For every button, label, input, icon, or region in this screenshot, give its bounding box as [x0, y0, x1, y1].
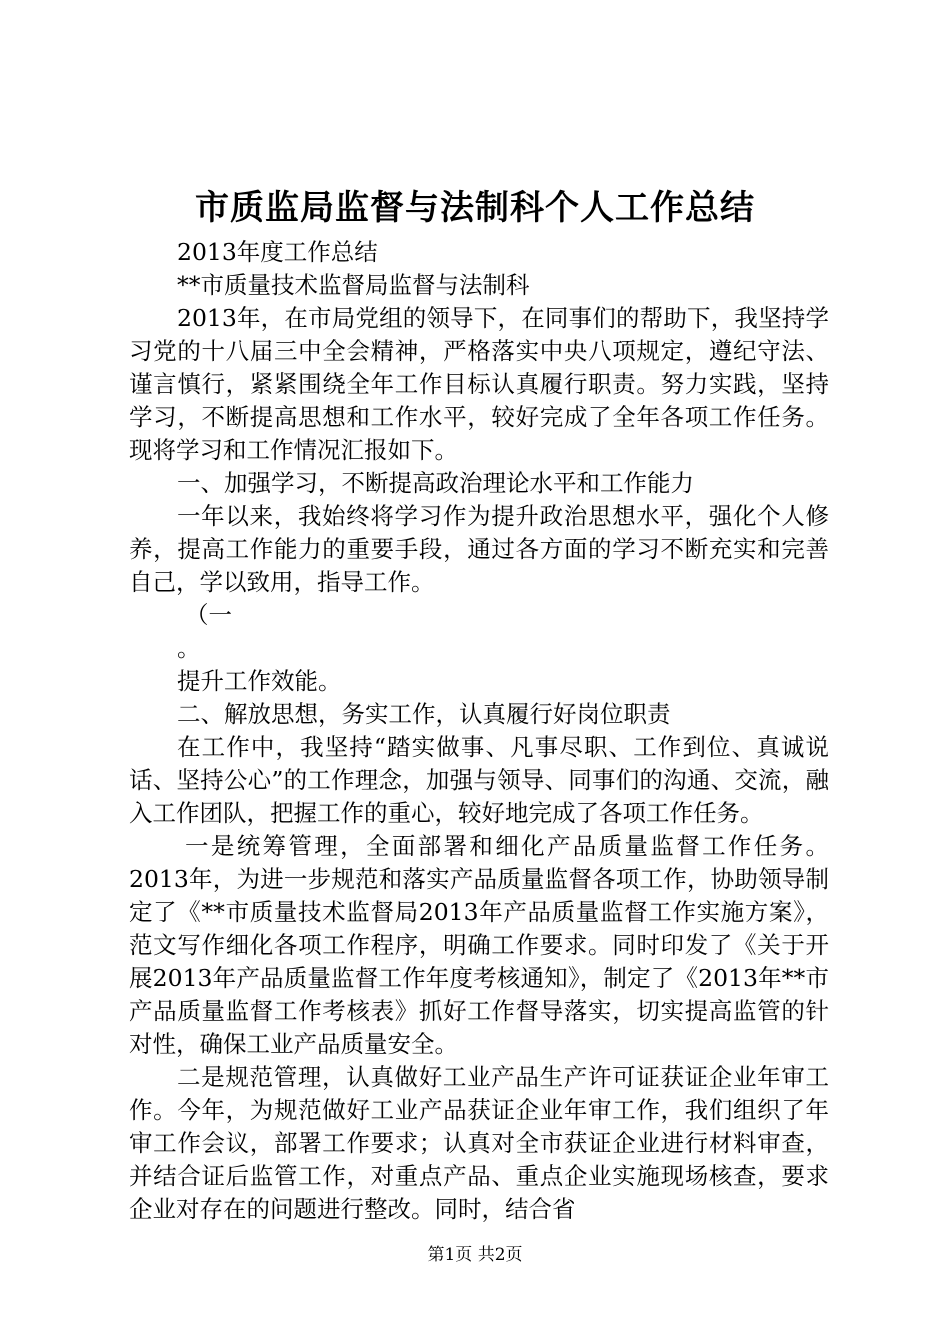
paragraph: 。 [177, 634, 201, 662]
page-number-footer: 第1页 共2页 [427, 1245, 523, 1265]
paragraph: 一年以来，我始终将学习作为提升政治思想水平，强化个人修养，提高工作能力的重要手段，通过各方面的学习不断充实和完善自己，学以致用，指导工作。 [129, 502, 829, 596]
section-heading: 二、解放思想，务实工作，认真履行好岗位职责 [177, 700, 671, 728]
paragraph: 2013年，在市局党组的领导下，在同事们的帮助下，我坚持学习党的十八届三中全会精神，严格落实中央八项规定，遵纪守法、谨言慎行，紧紧围绕全年工作目标认真履行职责。努力实践，坚持学习，不断提高思想和工作水平，较好完成了全年各项工作任务。现将学习和工作情况汇报如下。 [129, 304, 829, 464]
paragraph: 在工作中，我坚持“踏实做事、凡事尽职、工作到位、真诚说话、坚持公心”的工作理念，加强与领导、同事们的沟通、交流，融入工作团队，把握工作的重心，较好地完成了各项工作任务。 [129, 733, 829, 827]
document-title: 市质监局监督与法制科个人工作总结 [195, 188, 755, 228]
section-heading: 一、加强学习，不断提高政治理论水平和工作能力 [177, 469, 694, 497]
paragraph: 2013年度工作总结 [177, 238, 378, 266]
paragraph: （一 [185, 601, 232, 629]
paragraph: 一是统筹管理，全面部署和细化产品质量监督工作任务。2013年，为进一步规范和落实产品质量监督各项工作，协助领导制定了《**市质量技术监督局2013年产品质量监督工作实施方案》，范文写作细化各项工作程序，明确工作要求。同时印发了《关于开展2013年产品质量监督工作年度考核通知》，制定了《2013年**市产品质量监督工作考核表》抓好工作督导落实，切实提高监管的针对性，确保工业产品质量安全。 [129, 832, 829, 1058]
paragraph: **市质量技术监督局监督与法制科 [177, 271, 530, 299]
document-body [129, 236, 829, 1226]
paragraph: 提升工作效能。 [177, 667, 342, 695]
paragraph: 二是规范管理，认真做好工业产品生产许可证获证企业年审工作。今年，为规范做好工业产品获证企业年审工作，我们组织了年审工作会议，部署工作要求；认真对全市获证企业进行材料审查，并结合证后监管工作，对重点产品、重点企业实施现场核查，要求企业对存在的问题进行整改。同时，结合省 [129, 1063, 829, 1223]
